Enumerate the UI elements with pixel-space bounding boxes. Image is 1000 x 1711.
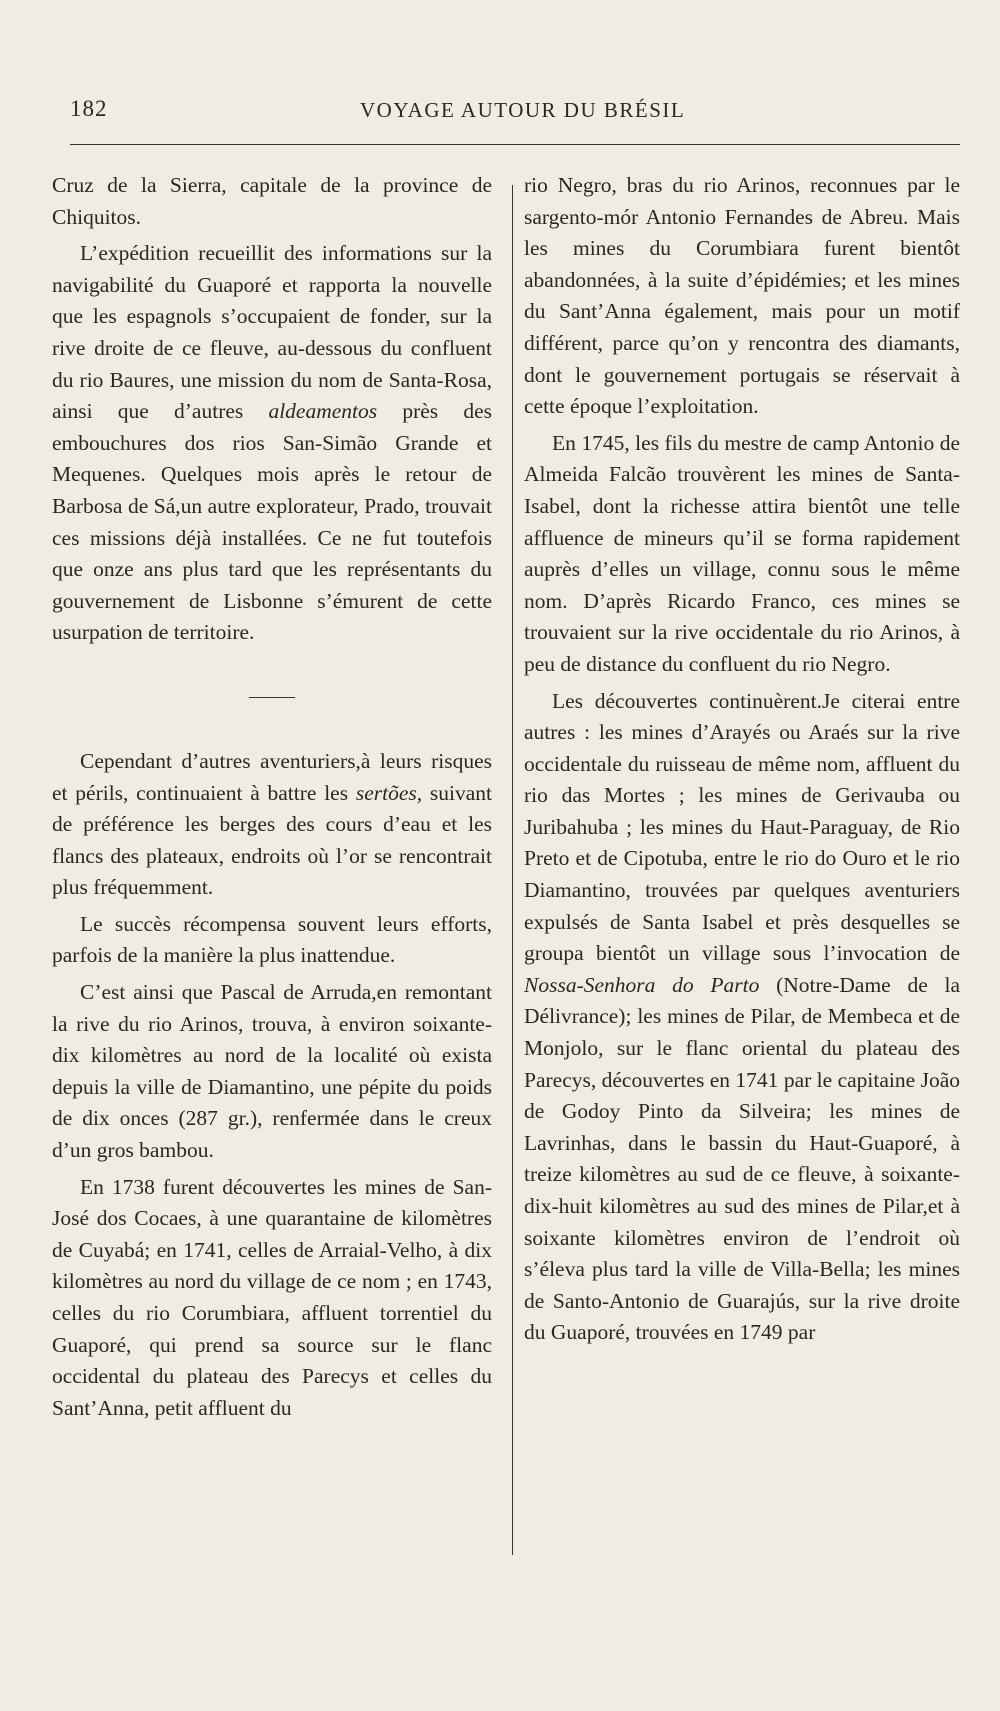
- running-title: VOYAGE AUTOUR DU BRÉSIL: [360, 98, 686, 122]
- right-column: [524, 170, 960, 1354]
- italic-term: aldeamentos: [268, 399, 378, 424]
- text-span: Cependant d’autres aventuriers,à leurs risques et périls, continuaient à battre les: [52, 748, 492, 805]
- text-span: , suivant de préférence les berges des cours d’eau et les flancs des plateaux, endroits où l’or se rencontrait plus fréquemment.: [52, 780, 493, 900]
- paragraph: En 1745, les fils du mestre de camp Antonio de Almeida Falcão trouvèrent les mines de Santa-Isabel, dont la richesse attira bientôt une telle affluence de mineurs qu’il se forma rapidement auprès d’elles un village, connu sous le même nom. D’après Ricardo Franco, ces mines se trouvaient sur la rive occidentale du rio Arinos, à peu de distance du confluent du rio Negro.: [524, 430, 960, 676]
- text-span: L’expédition recueillit des informations sur la navigabilité du Guaporé et rapporta la nouvelle que les espagnols s’occupaient de fonder, sur la rive droite de ce fleuve, au-dessous du confluent du rio Baures, une mission du nom de Santa-Rosa, ainsi que d’autres: [52, 241, 492, 424]
- text-span: Les découvertes continuèrent.Je citerai entre autres : les mines d’Arayés ou Araés sur la rive occidentale du ruisseau de même nom, affluent du rio das Mortes ; les mines de Gerivauba ou Juribahuba ; les mines du Haut-Paraguay, de Rio Preto et de Cipotuba, entre le rio do Ouro et le rio Diamantino, trouvées par quelques aventuriers expulsés de Santa Isabel et près desquelles se groupa bientôt un village sous l’invocation de: [524, 688, 960, 966]
- italic-term: sertões: [355, 780, 417, 805]
- page-number: 182: [70, 96, 108, 121]
- header-rule: [70, 144, 960, 145]
- paragraph: En 1738 furent découvertes les mines de San-José dos Cocaes, à une quarantaine de kilomètres de Cuyabá; en 1741, celles de Arraial-Velho, à dix kilomètres au nord du village de ce nom ; en 1743, celles du rio Corumbiara, affluent torrentiel du Guaporé, qui prend sa source sur le flanc occidental du plateau des Parecys et celles du Sant’Anna, petit affluent du: [52, 1174, 492, 1420]
- paragraph: [52, 746, 492, 904]
- text-span: près des embouchures dos rios San-Simão Grande et Mequenes. Quelques mois après le retour de Barbosa de Sá,un autre explorateur, Prado, trouvait ces missions déjà installées. Ce ne fut toutefois que onze ans plus tard que les représentants du gouvernement de Lisbonne s’émurent de cette usurpation de territoire.: [52, 399, 492, 645]
- page-header: [70, 96, 960, 130]
- paragraph: rio Negro, bras du rio Arinos, reconnues par le sargento-mór Antonio Fernandes de Abreu. Mais les mines du Corumbiara furent bientôt abandonnées, à la suite d’épidémies; et les mines du Sant’Anna également, mais pour un motif différent, parce qu’on y rencontra des diamants, dont le gouvernement portugais se réservait à cette époque l’exploitation.: [524, 173, 960, 419]
- column-divider: [512, 185, 513, 1555]
- paragraph: Cruz de la Sierra, capitale de la province de Chiquitos.: [52, 173, 492, 229]
- text-span: (Notre-Dame de la Délivrance); les mines de Pilar, de Membeca et de Monjolo, sur le flanc oriental du plateau des Parecys, découvertes en 1741 par le capitaine João de Godoy Pinto da Silveira; les mines de Lavrinhas, dans le bassin du Haut-Guaporé, à treize kilomètres au sud de ce fleuve, à soixante-dix-huit kilomètres au sud des mines de Pilar,et à soixante kilomètres environ de l’endroit où s’éleva plus tard la ville de Villa-Bella; les mines de Santo-Antonio de Guarajús, sur la rive droite du Guaporé, trouvées en 1749 par: [524, 972, 960, 1345]
- paragraph: Le succès récompensa souvent leurs efforts, parfois de la manière la plus inattendue.: [52, 911, 492, 968]
- left-column: [52, 170, 492, 1429]
- paragraph: [52, 238, 492, 649]
- paragraph: [524, 686, 960, 1349]
- section-break: [249, 697, 295, 698]
- italic-term: Nossa-Senhora do Parto: [524, 972, 760, 997]
- paragraph: C’est ainsi que Pascal de Arruda,en remontant la rive du rio Arinos, trouva, à environ soixante-dix kilomètres au nord de la localité où exista depuis la ville de Diamantino, une pépite du poids de dix onces (287 gr.), renfermée dans le creux d’un gros bambou.: [52, 980, 492, 1163]
